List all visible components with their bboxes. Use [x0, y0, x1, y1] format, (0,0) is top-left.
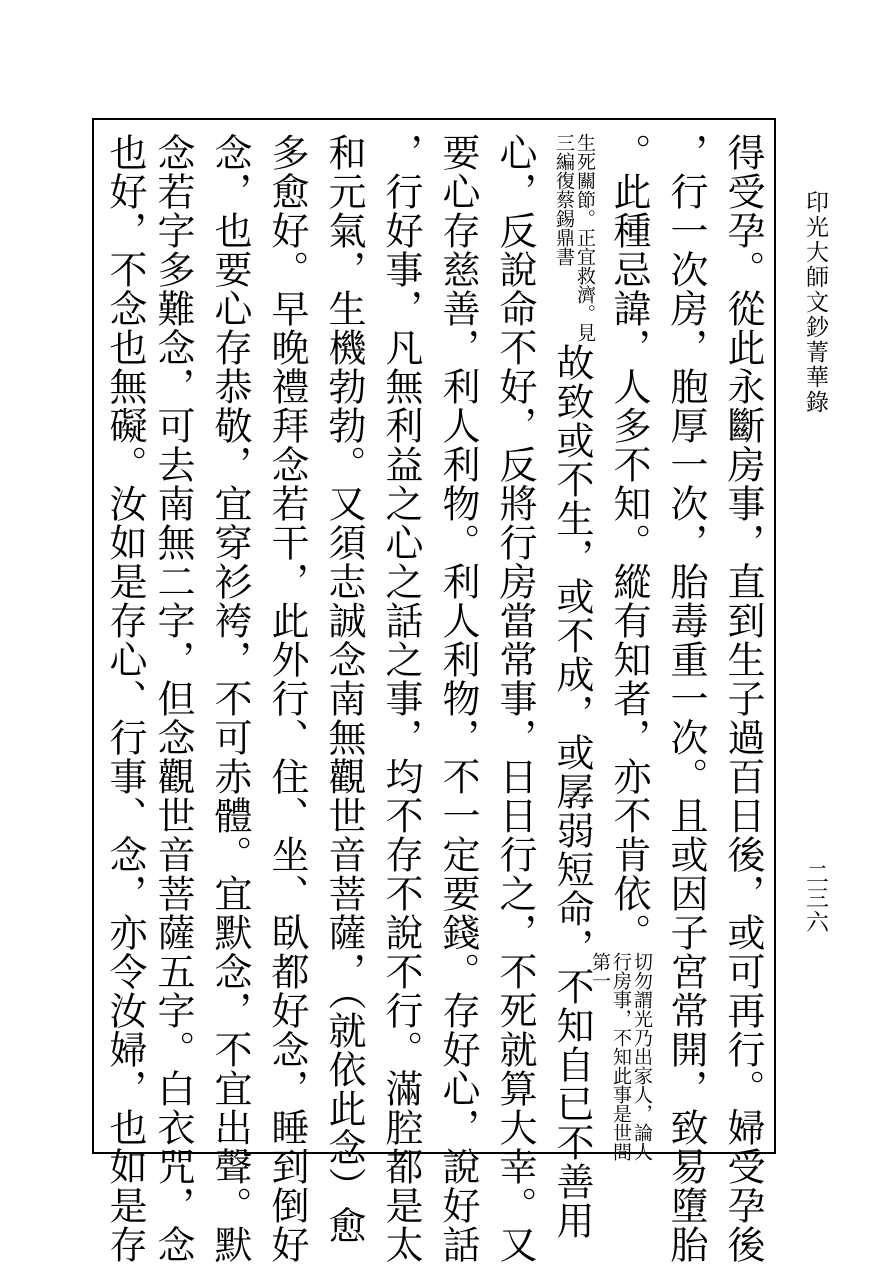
- inline-note: 切勿謂光乃出家人，論人行房事，不知此事是世間第一: [589, 952, 653, 1161]
- text-column-1: 得受孕。從此永斷房事，直到生子過百日後，或可再行。婦受孕後: [721, 133, 765, 1264]
- text-column-7: ，行好事，凡無利益之心之話之事，均不存不說不行。滿腔都是太: [379, 133, 423, 1264]
- text-column-3: [589, 133, 653, 1162]
- text-column-4: [549, 133, 595, 1240]
- text-column-2: ，行一次房，胞厚一次，胎毒重一次。且或因子宮常開，致易墮胎: [664, 133, 708, 1264]
- inline-note: 生死關節。正宜救濟。見三編復蔡錫鼎書: [553, 133, 596, 342]
- text-column-8: 和元氣，生機勃勃。又須志誠念南無觀世音菩薩，（就依此念）愈: [322, 133, 366, 1245]
- text-column-9: 多愈好。早晚禮拜念若干，此外行、住、坐、臥都好念，睡到倒好: [265, 133, 309, 1264]
- column-text: 。此種忌諱，人多不知。縱有知者，亦不肯依。: [607, 133, 651, 952]
- page-number: 二三六: [802, 862, 828, 934]
- text-column-5: 心，反說命不好，反將行房當常事，日日行之，不死就算大幸。又: [493, 133, 537, 1264]
- text-column-11: 念若字多難念，可去南無二字，但念觀世音菩薩五字。白衣咒，念: [151, 133, 195, 1264]
- text-column-12: 也好，不念也無礙。汝如是存心、行事、念，亦令汝婦，也如是存: [103, 133, 147, 1264]
- text-column-10: 念，也要心存恭敬，宜穿衫袴，不可赤體。宜默念，不宜出聲。默: [208, 133, 252, 1264]
- book-title-header: 印光大師文鈔菁華錄: [802, 190, 828, 415]
- column-text: 故致或不生，或不成，或孱弱短命，不知自已不善用: [550, 343, 594, 1240]
- text-column-6: 要心存慈善，利人利物。利人利物，不一定要錢。存好心，說好話: [436, 133, 480, 1264]
